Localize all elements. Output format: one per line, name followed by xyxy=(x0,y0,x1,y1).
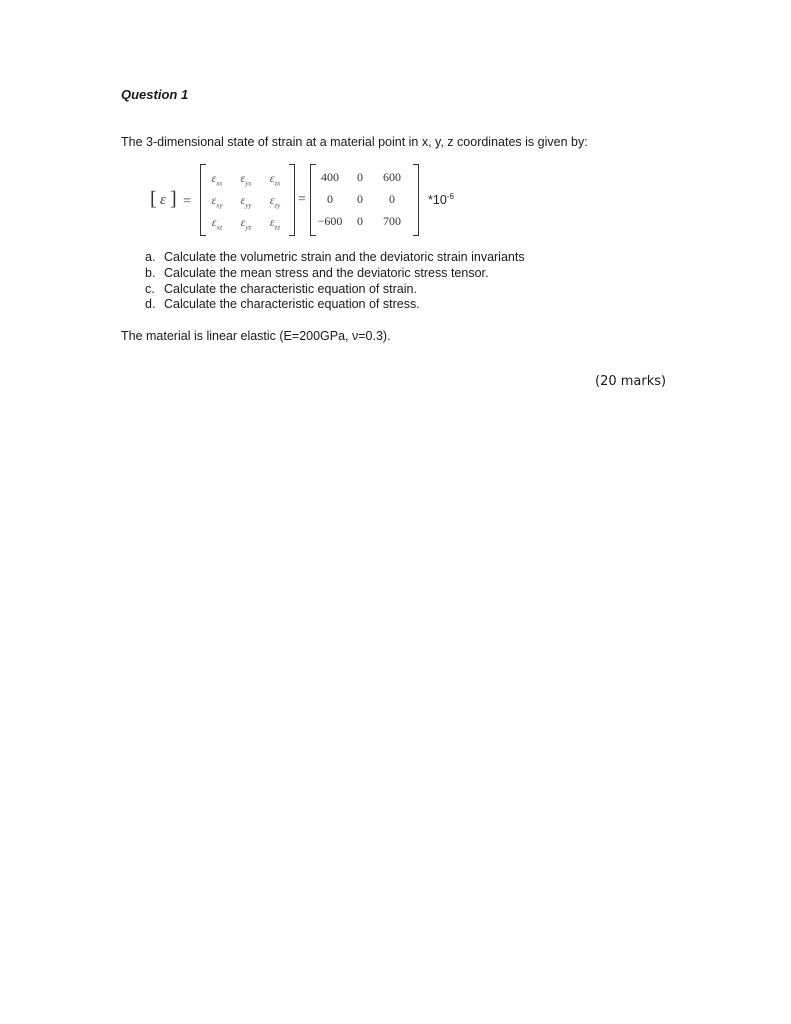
material-note: The material is linear elastic (E=200GPa, ν=0.3). xyxy=(121,329,391,343)
list-item: c. Calculate the characteristic equation of strain. xyxy=(145,281,417,296)
sym-cell-xy: $\varepsilon_{xy}$ xyxy=(211,193,223,210)
equals-sign-2: = xyxy=(298,192,306,207)
sym-cell-zz: $\varepsilon_{zz}$ xyxy=(269,215,281,232)
sym-cell-zx: $\varepsilon_{zx}$ xyxy=(269,171,281,188)
num-cell-r2c2: 0 xyxy=(357,192,363,206)
task-list xyxy=(145,250,525,313)
numeric-matrix-right-bracket xyxy=(413,164,419,236)
lhs-symbol: ε xyxy=(160,192,166,208)
lhs-open-bracket: [ xyxy=(150,188,157,210)
sym-cell-yx: $\varepsilon_{yx}$ xyxy=(240,171,252,188)
question-title: Question 1 xyxy=(121,87,189,102)
num-cell-r3c2: 0 xyxy=(357,214,363,228)
num-cell-r3c3: 700 xyxy=(383,214,401,228)
num-cell-r2c3: 0 xyxy=(389,192,395,206)
num-cell-r1c3: 600 xyxy=(383,170,401,184)
num-cell-r1c1: 400 xyxy=(321,170,339,184)
list-item: d. Calculate the characteristic equation of stress. xyxy=(145,297,420,312)
lhs-close-bracket: ] xyxy=(170,188,177,210)
sym-cell-zy: $\varepsilon_{zy}$ xyxy=(269,193,281,210)
num-cell-r2c1: 0 xyxy=(327,192,333,206)
sym-cell-yz: $\varepsilon_{yz}$ xyxy=(240,215,252,232)
symbolic-matrix-right-bracket xyxy=(289,164,295,236)
num-cell-r3c1: −600 xyxy=(317,214,343,228)
sym-cell-xz: $\varepsilon_{xz}$ xyxy=(211,215,223,232)
marks-label: (20 marks) xyxy=(595,374,667,389)
num-cell-r1c2: 0 xyxy=(357,170,363,184)
list-item: b. Calculate the mean stress and the deviatoric stress tensor. xyxy=(145,265,489,280)
sym-cell-xx: $\varepsilon_{xx}$ xyxy=(211,171,223,188)
equals-sign-1: = xyxy=(183,194,191,209)
sym-cell-yy: $\varepsilon_{yy}$ xyxy=(240,193,252,210)
strain-equation xyxy=(150,164,470,240)
scale-factor: $*10^{-6}$ xyxy=(428,192,454,208)
list-item: a. Calculate the volumetric strain and the deviatoric strain invariants xyxy=(145,250,525,264)
question-intro: The 3-dimensional state of strain at a material point in x, y, z coordinates is given by: xyxy=(121,135,588,149)
